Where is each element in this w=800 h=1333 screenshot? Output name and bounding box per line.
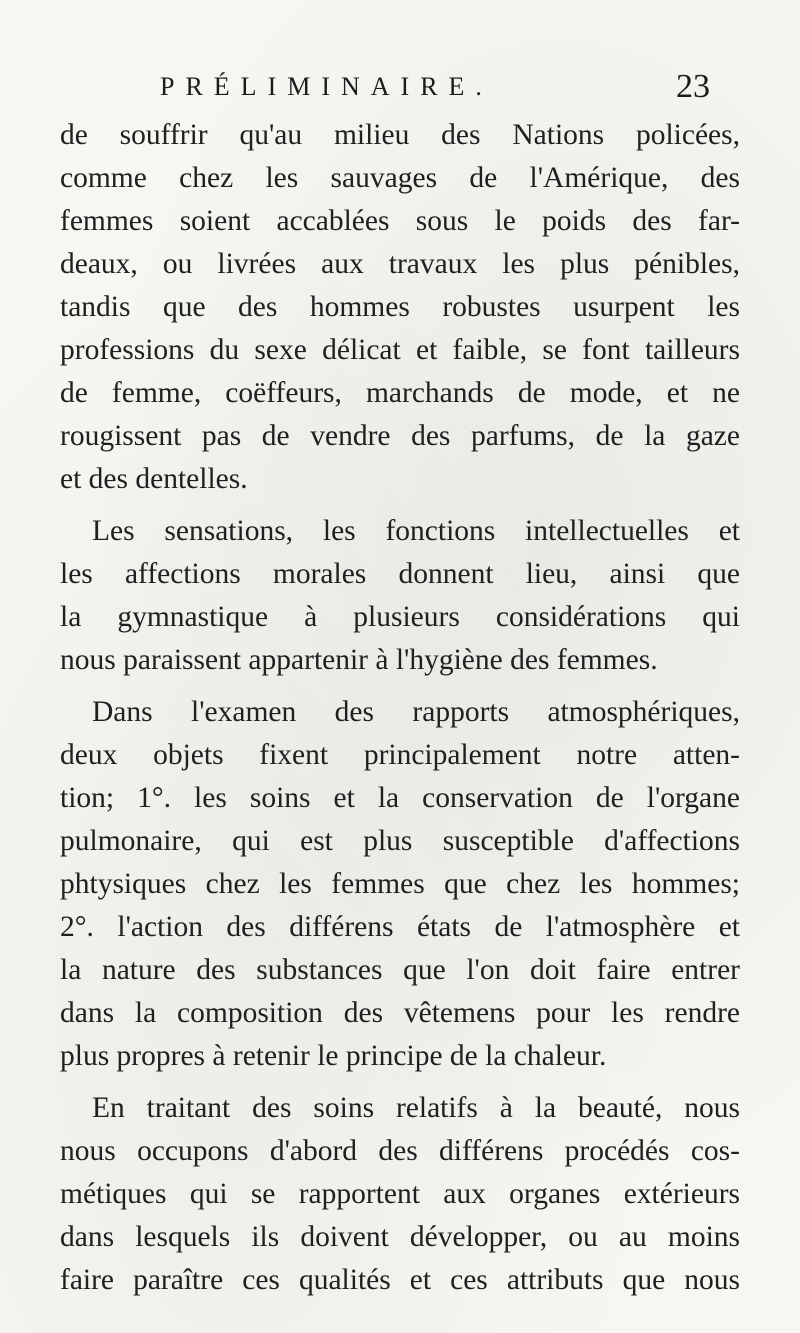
running-title: PRÉLIMINAIRE. (160, 72, 493, 101)
text-line: dans la composition des vêtemens pour les rendre (60, 997, 740, 1029)
paragraph-gap (60, 1078, 740, 1087)
text-line: et des dentelles. (60, 463, 248, 495)
text-line: femmes soient accablées sous le poids des far- (60, 205, 740, 237)
text-line: tion; 1°. les soins et la conservation de l'organe (60, 782, 740, 814)
text-line: comme chez les sauvages de l'Amérique, des (60, 162, 740, 194)
text-line: dans lesquels ils doivent développer, ou au moins (60, 1221, 740, 1253)
text-line: 2°. l'action des différens états de l'atmosphère et (60, 911, 740, 943)
text-line: rougissent pas de vendre des parfums, de la gaze (60, 420, 740, 452)
paragraph-gap (60, 501, 740, 510)
paragraph (60, 1087, 740, 1302)
paragraph (60, 510, 740, 682)
text-line: Les sensations, les fonctions intellectuelles et (92, 515, 740, 547)
text-line: plus propres à retenir le principe de la chaleur. (60, 1040, 607, 1072)
text-line: tandis que des hommes robustes usurpent les (60, 291, 740, 323)
paragraph (60, 691, 740, 1078)
text-line: la gymnastique à plusieurs considérations qui (60, 601, 740, 633)
text-line: Dans l'examen des rapports atmosphériques, (92, 696, 740, 728)
paragraph (60, 114, 740, 501)
body-text (60, 114, 740, 1302)
text-line: phtysiques chez les femmes que chez les hommes; (60, 868, 740, 900)
text-line: En traitant des soins relatifs à la beauté, nous (92, 1092, 740, 1124)
text-line: faire paraître ces qualités et ces attributs que nous (60, 1264, 740, 1296)
running-head (160, 68, 710, 108)
text-line: de femme, coëffeurs, marchands de mode, et ne (60, 377, 740, 409)
text-line: deux objets fixent principalement notre atten- (60, 739, 740, 771)
text-line: la nature des substances que l'on doit faire entrer (60, 954, 740, 986)
text-line: de souffrir qu'au milieu des Nations policées, (60, 119, 740, 151)
text-line: deaux, ou livrées aux travaux les plus pénibles, (60, 248, 740, 280)
text-line: métiques qui se rapportent aux organes extérieurs (60, 1178, 740, 1210)
text-line: les affections morales donnent lieu, ainsi que (60, 558, 740, 590)
page-number: 23 (676, 68, 710, 105)
paragraph-gap (60, 682, 740, 691)
text-line: nous paraissent appartenir à l'hygiène des femmes. (60, 644, 658, 676)
text-line: professions du sexe délicat et faible, se font tailleurs (60, 334, 740, 366)
text-line: pulmonaire, qui est plus susceptible d'affections (60, 825, 740, 857)
text-line: nous occupons d'abord des différens procédés cos- (60, 1135, 740, 1167)
